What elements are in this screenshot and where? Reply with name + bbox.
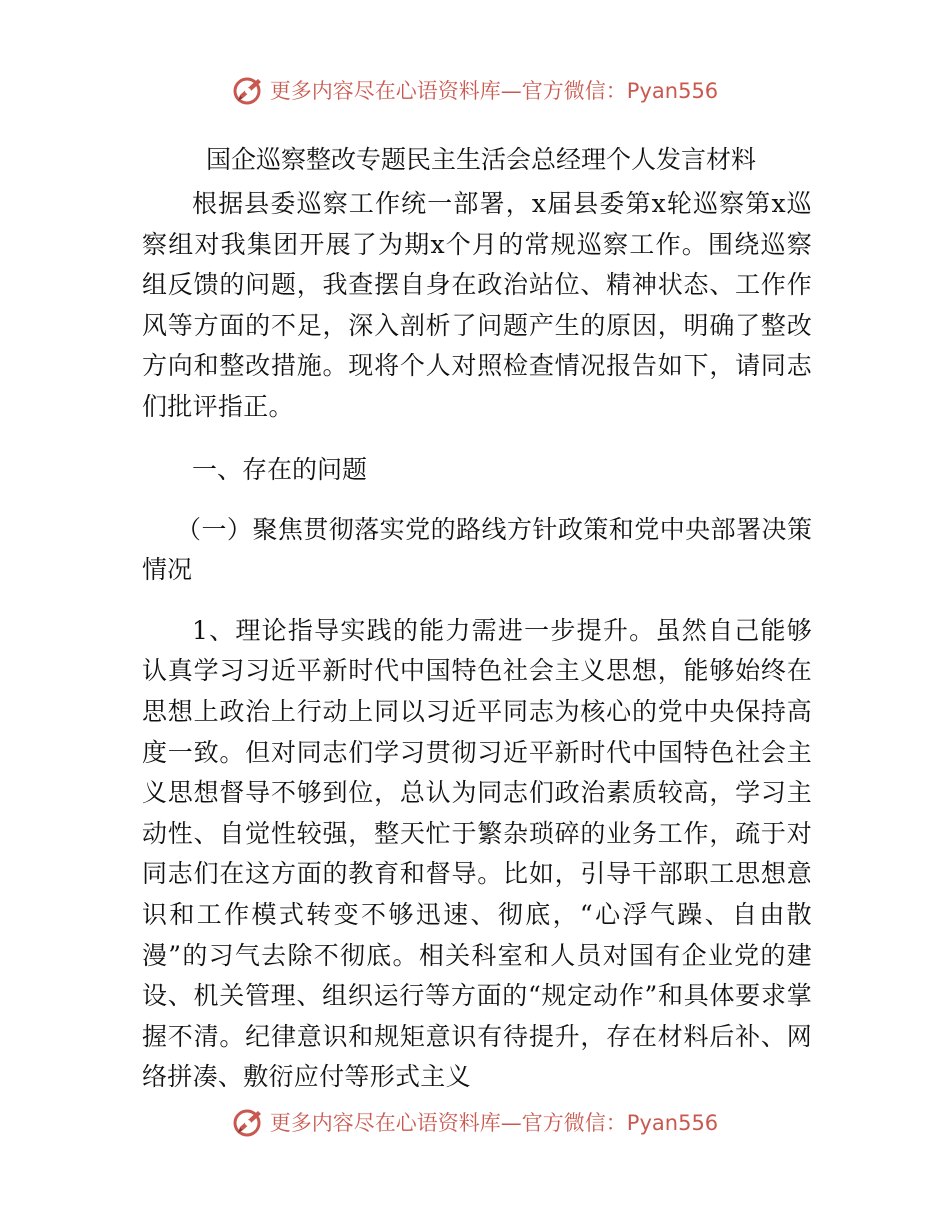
pen-logo-icon [232, 73, 266, 107]
watermark-banner-top [0, 70, 950, 110]
pen-logo-icon [232, 1105, 266, 1139]
section-heading: 一、存在的问题 [192, 454, 368, 484]
subsection-heading: （一）聚焦贯彻落实党的路线方针政策和党中央部署决策情况 [142, 514, 812, 585]
watermark-text: 更多内容尽在心语资料库—官方微信：Pyan556 [269, 1111, 719, 1135]
watermark-text: 更多内容尽在心语资料库—官方微信：Pyan556 [269, 79, 719, 103]
item-paragraph: 1、理论指导实践的能力需进一步提升。虽然自己能够认真学习习近平新时代中国特色社会主义思想，能够始终在思想上政治上行动上同以习近平同志为核心的党中央保持高度一致。但对同志们学习贯彻习近平新时代中国特色社会主义思想督导不够到位，总认为同志们政治素质较高，学习主动性、自觉性较强，整天忙于繁杂琐碎的业务工作，疏于对同志们在这方面的教育和督导。比如，引导干部职工思想意识和工作模式转变不够迅速、彻底，“心浮气躁、自由散漫”的习气去除不彻底。相关科室和人员对国有企业党的建设、机关管理、组织运行等方面的“规定动作”和具体要求掌握不清。纪律意识和规矩意识有待提升，存在材料后补、网络拼凑、敷衍应付等形式主义 [142, 615, 812, 1092]
document-title: 国企巡察整改专题民主生活会总经理个人发言材料 [205, 145, 756, 174]
intro-paragraph: 根据县委巡察工作统一部署，x届县委第x轮巡察第x巡察组对我集团开展了为期x个月的常规巡察工作。围绕巡察组反馈的问题，我查摆自身在政治站位、精神状态、工作作风等方面的不足，深入剖析了问题产生的原因，明确了整改方向和整改措施。现将个人对照检查情况报告如下，请同志们批评指正。 [142, 189, 812, 421]
document-body [142, 140, 812, 1098]
watermark-banner-bottom [0, 1102, 950, 1142]
